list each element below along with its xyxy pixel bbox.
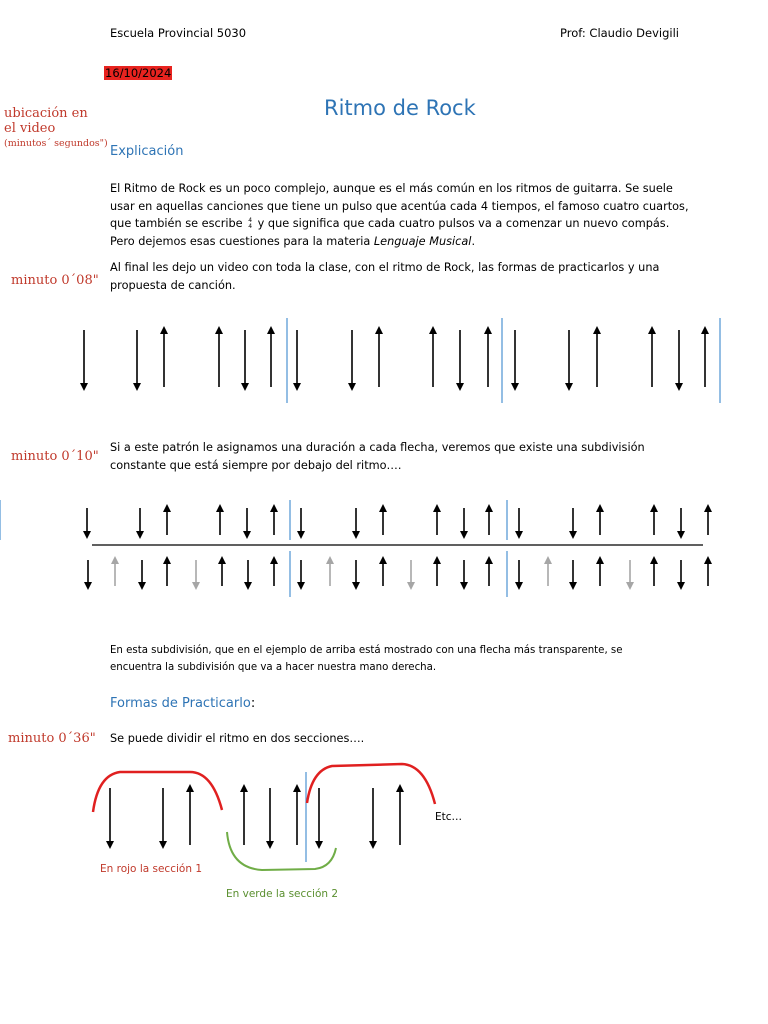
red-section-label: En rojo la sección 1: [100, 863, 202, 875]
subdivision-row: [88, 551, 708, 597]
location-line1: ubicación en: [4, 106, 88, 121]
intro-italic: Lenguaje Musical: [373, 234, 472, 248]
red-section-bracket-2: [307, 764, 435, 804]
location-units: (minutos´ segundos"): [4, 138, 108, 149]
page-title: Ritmo de Rock: [324, 96, 476, 120]
location-line2: el video: [4, 121, 56, 136]
timestamp-0-08: minuto 0´08": [11, 273, 99, 288]
section-formas-text: Formas de Practicarlo: [110, 696, 251, 711]
red-section-bracket: [93, 772, 222, 812]
practice-row: [110, 772, 400, 862]
paragraph-subdivision: Si a este patrón le asignamos una duración a cada flecha, veremos que existe una subdivisión constante que está siempre por debajo del ritmo….: [110, 441, 645, 472]
section-explicacion: Explicación: [110, 144, 184, 159]
intro-text-1: El Ritmo de Rock es un poco complejo, aunque es el más común en los ritmos de guitarra. Se suele usar en aquellas canciones que tiene un pulso que acentúa cada 4 tiempos, el famoso cuatro cuartos, que también se escribe: [110, 182, 689, 230]
rock-pattern-row: [84, 318, 720, 403]
paragraph-right-hand: En esta subdivisión, que en el ejemplo de arriba está mostrado con una flecha más transparente, se encuentra la subdivisión que va a hacer nuestra mano derecha.: [110, 645, 623, 673]
intro-text-2: y que significa que cada cuatro pulsos va a comenzar un nuevo compás. Pero dejemos esas cuestiones para la materia: [110, 217, 670, 248]
timestamp-0-10: minuto 0´10": [11, 449, 99, 464]
rock-pattern-row-2: [0, 500, 708, 540]
timestamp-0-36: minuto 0´36": [8, 731, 96, 746]
green-section-label: En verde la sección 2: [226, 888, 339, 900]
intro-end: .: [471, 234, 476, 248]
time-sig-numerator: 4: [248, 217, 253, 224]
professor-name: Prof: Claudio Devigili: [560, 26, 679, 40]
school-name: Escuela Provincial 5030: [110, 26, 247, 40]
paragraph-sections: Se puede dividir el ritmo en dos secciones….: [110, 732, 365, 745]
section-formas-colon: :: [250, 696, 256, 711]
etc-label: Etc…: [435, 811, 463, 823]
date-text: 16/10/2024: [105, 66, 172, 80]
paragraph-video: Al final les dejo un video con toda la clase, con el ritmo de Rock, las formas de practicarlos y una propuesta de canción.: [110, 261, 660, 292]
time-sig-denominator: 4: [248, 223, 253, 230]
